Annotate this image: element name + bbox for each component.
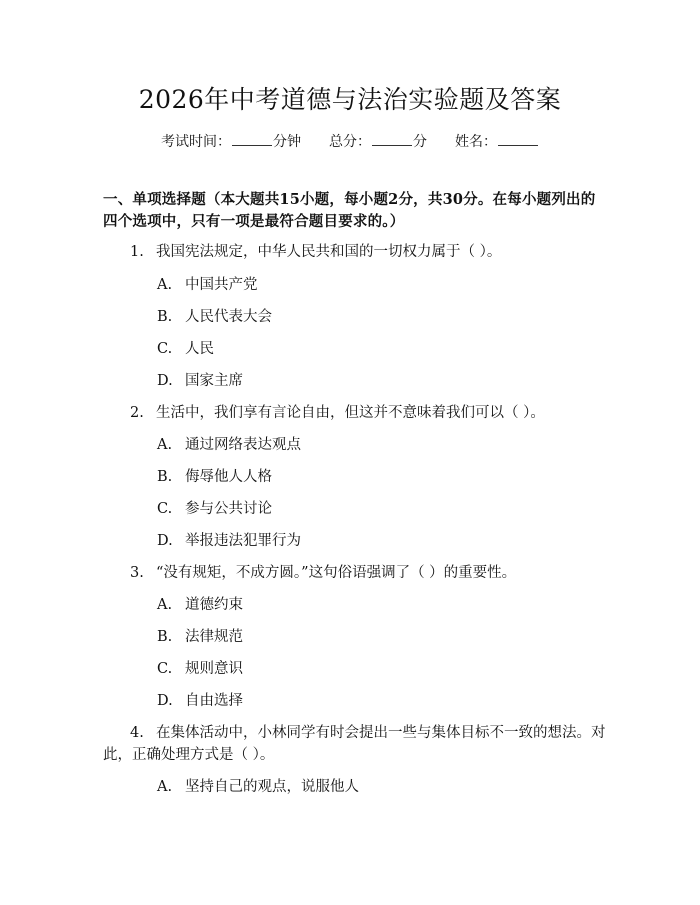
exam-time <box>161 131 301 152</box>
question-text: 我国宪法规定，中华人民共和国的一切权力属于（ ）。 <box>156 244 502 260</box>
option-1d <box>157 371 243 391</box>
option-letter: A. <box>157 437 173 453</box>
option-letter: A. <box>157 597 173 613</box>
question-3 <box>130 563 516 583</box>
option-text: 人民 <box>185 341 214 357</box>
option-text: 规则意识 <box>185 661 243 677</box>
option-2c <box>157 499 272 519</box>
question-number: 4. <box>130 725 144 741</box>
question-text: 生活中，我们享有言论自由，但这并不意味着我们可以（ ）。 <box>156 405 545 421</box>
option-letter: B. <box>157 309 173 325</box>
score-unit: 分 <box>413 134 427 150</box>
option-letter: D. <box>157 533 173 549</box>
option-text: 坚持自己的观点，说服他人 <box>185 779 359 795</box>
option-3b <box>157 627 243 647</box>
time-label: 考试时间： <box>161 134 231 150</box>
document-title: 2026年中考道德与法治实验题及答案 <box>138 85 562 114</box>
option-text: 通过网络表达观点 <box>185 437 301 453</box>
score-label: 总分： <box>329 134 371 150</box>
score-blank <box>372 131 412 146</box>
question-4-continuation <box>103 745 274 765</box>
option-3d <box>157 691 243 711</box>
option-letter: C. <box>157 501 173 517</box>
question-number: 1. <box>130 244 144 260</box>
option-1a <box>157 275 258 295</box>
option-letter: C. <box>157 341 173 357</box>
student-name <box>455 131 539 152</box>
option-letter: B. <box>157 629 173 645</box>
option-text: 道德约束 <box>185 597 243 613</box>
option-3a <box>157 595 243 615</box>
option-text: 侮辱他人人格 <box>185 469 272 485</box>
option-3c <box>157 659 243 679</box>
option-letter: C. <box>157 661 173 677</box>
option-letter: D. <box>157 693 173 709</box>
option-text: 中国共产党 <box>185 277 258 293</box>
option-letter: A. <box>157 779 173 795</box>
time-unit: 分钟 <box>273 134 301 150</box>
option-text: 国家主席 <box>185 373 243 389</box>
question-text: “没有规矩，不成方圆。”这句俗语强调了（ ）的重要性。 <box>156 565 517 581</box>
section-heading: 一、单项选择题（本大题共15小题，每小题2分，共30分。在每小题列出的四个选项中，只有一项是最符合题目要求的。） <box>103 191 596 230</box>
exam-meta <box>0 131 700 152</box>
option-1b <box>157 307 272 327</box>
option-1c <box>157 339 214 359</box>
question-number: 3. <box>130 565 144 581</box>
total-score <box>329 131 427 152</box>
question-text-line2: 此，正确处理方式是（ ）。 <box>103 747 275 763</box>
question-1 <box>130 242 501 262</box>
option-text: 参与公共讨论 <box>185 501 272 517</box>
option-letter: D. <box>157 373 173 389</box>
option-text: 自由选择 <box>185 693 243 709</box>
question-number: 2. <box>130 405 144 421</box>
option-4a <box>157 777 359 797</box>
question-text-line1: 在集体活动中，小林同学有时会提出一些与集体目标不一致的想法。对 <box>156 725 606 741</box>
option-text: 举报违法犯罪行为 <box>185 533 301 549</box>
name-blank <box>498 131 538 146</box>
time-blank <box>232 131 272 146</box>
option-letter: B. <box>157 469 173 485</box>
option-letter: A. <box>157 277 173 293</box>
option-2a <box>157 435 301 455</box>
question-2 <box>130 403 545 423</box>
option-2b <box>157 467 272 487</box>
option-2d <box>157 531 301 551</box>
option-text: 人民代表大会 <box>185 309 272 325</box>
option-text: 法律规范 <box>185 629 243 645</box>
question-4 <box>130 723 606 743</box>
name-label: 姓名： <box>455 134 497 150</box>
